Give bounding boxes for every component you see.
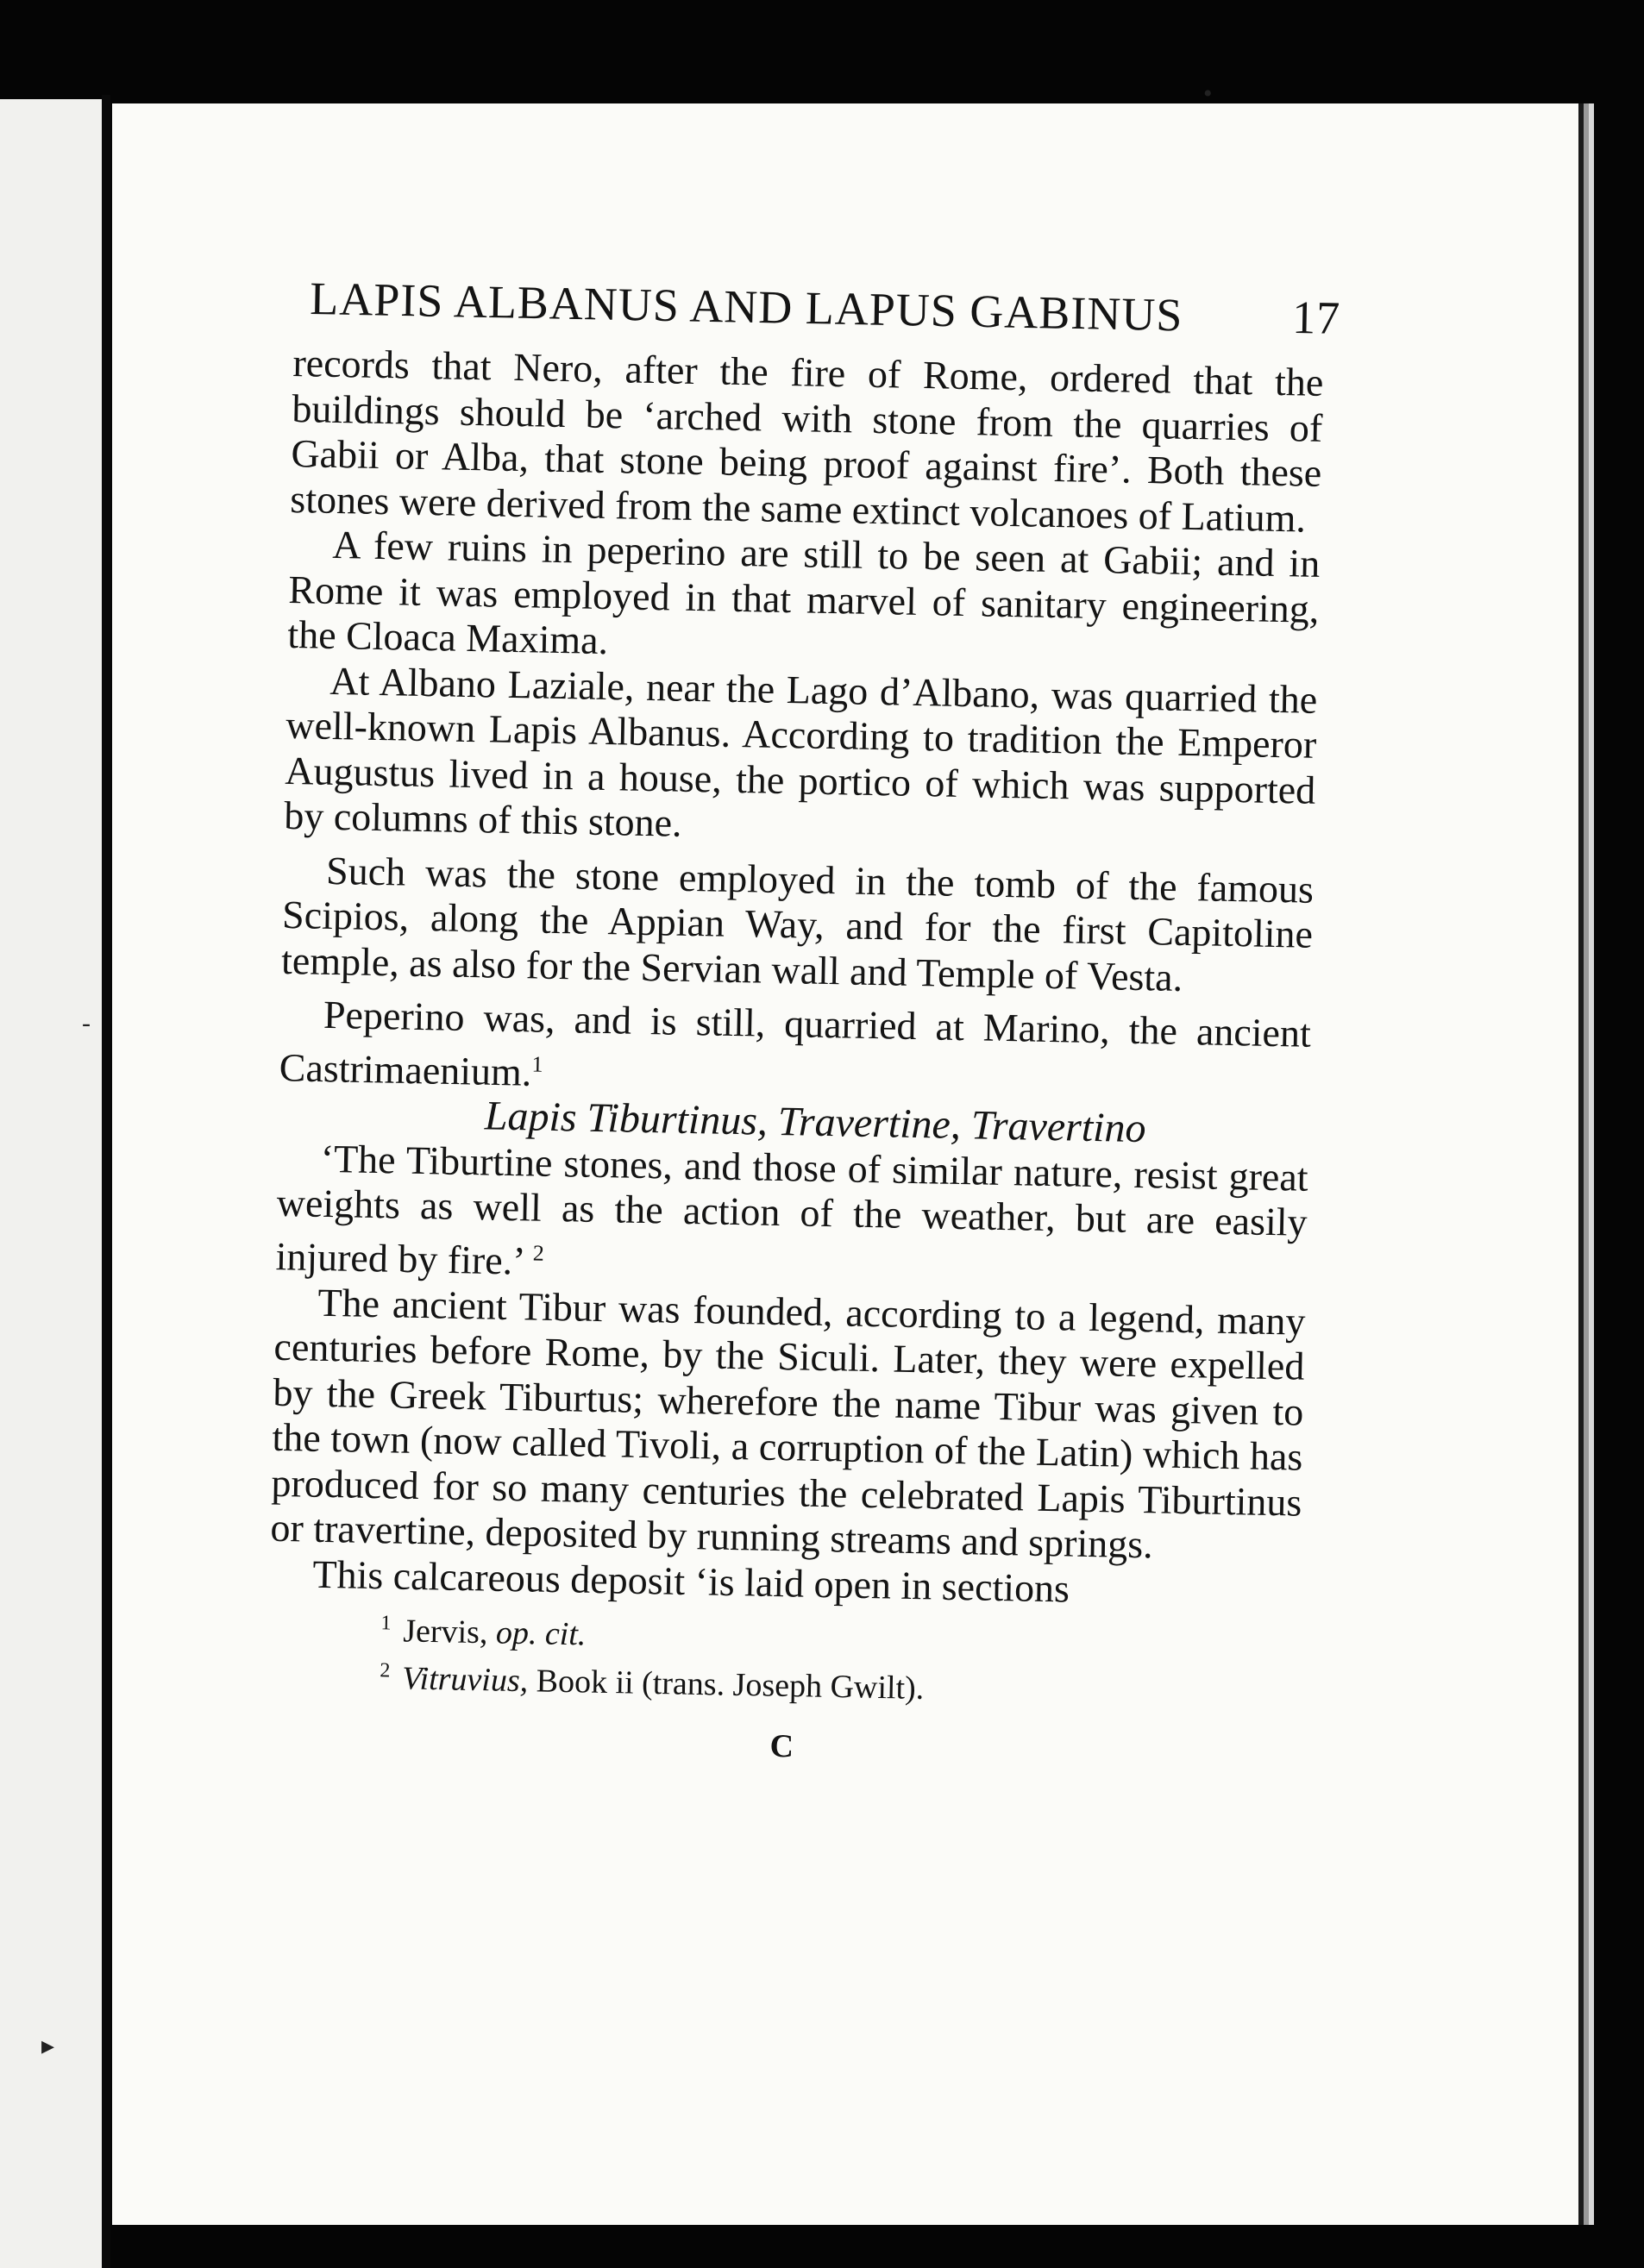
- footnote-ref: 1: [531, 1050, 543, 1077]
- paragraph: Such was the stone employed in the tomb of the famous Scipios, along the Appian Way, and for the first Capitoline temple, as also for the Servian wall and Temple of Vesta.: [280, 848, 1315, 999]
- paragraph-text: Peperino was, and is still, quarried at Marino, the ancient Castrimaenium.: [279, 992, 1312, 1094]
- margin-mark: ▸: [41, 2032, 55, 2060]
- paragraph: [279, 992, 1311, 1110]
- paragraph: [275, 1136, 1308, 1300]
- paragraph-text: ‘The Tiburtine stones, and those of similar nature, resist great weights as well as the action of the weather, but are easily injured by fire.’: [275, 1136, 1309, 1283]
- footnote-marker: 1: [380, 1612, 392, 1635]
- scan-speck: •: [1203, 79, 1213, 108]
- footnote-reference: op. cit.: [495, 1614, 587, 1653]
- footnote-marker: 2: [380, 1659, 391, 1682]
- paragraph: At Albano Laziale, near the Lago d’Albano, was quarried the well-known Lapis Albanus. According to tradition the Emperor Augustus lived in a house, the portico of which was supported by columns of this stone.: [283, 658, 1318, 845]
- footnote-author: Vitruvius,: [401, 1660, 529, 1699]
- signature-mark: C: [769, 1728, 794, 1765]
- page-number: 17: [1291, 291, 1341, 344]
- paragraph: records that Nero, after the fire of Rome, ordered that the buildings should be ‘arched with stone from the quarries of Gabii or Alba, that stone being proof against fire’. Both these stones were derived from the same extinct volcanoes of Latium.: [289, 341, 1324, 541]
- paragraph: The ancient Tibur was founded, according to a legend, many centuries before Rome, by the Siculi. Later, they were expelled by the Greek Tiburtus; wherefore the name Tibur was given to the town (now called Tivoli, a corruption of the Latin) which has produced for so many centuries the celebrated Lapis Tiburtinus or travertine, deposited by running streams and springs.: [270, 1280, 1306, 1567]
- running-head-title: LAPIS ALBANUS AND LAPUS GABINUS: [309, 272, 1183, 341]
- section-heading: Lapis Tiburtinus, Travertine, Travertino: [484, 1093, 1147, 1152]
- footnotes: [267, 1601, 1300, 1715]
- footnote-author: Jervis,: [402, 1613, 488, 1651]
- paragraph: A few ruins in peperino are still to be seen at Gabii; and in Rome it was employed in that marvel of sanitary engineering, the Cloaca Maxima.: [286, 522, 1321, 663]
- footnote-reference: Book ii (trans. Joseph Gwilt).: [536, 1663, 925, 1707]
- paragraph: This calcareous deposit ‘is laid open in sections: [312, 1551, 1070, 1611]
- margin-mark: -: [82, 1009, 91, 1037]
- book-gutter: [102, 95, 110, 2268]
- body-text: [266, 341, 1323, 1780]
- adjacent-page-edge: [0, 99, 104, 2268]
- footnote-ref: 2: [532, 1240, 545, 1266]
